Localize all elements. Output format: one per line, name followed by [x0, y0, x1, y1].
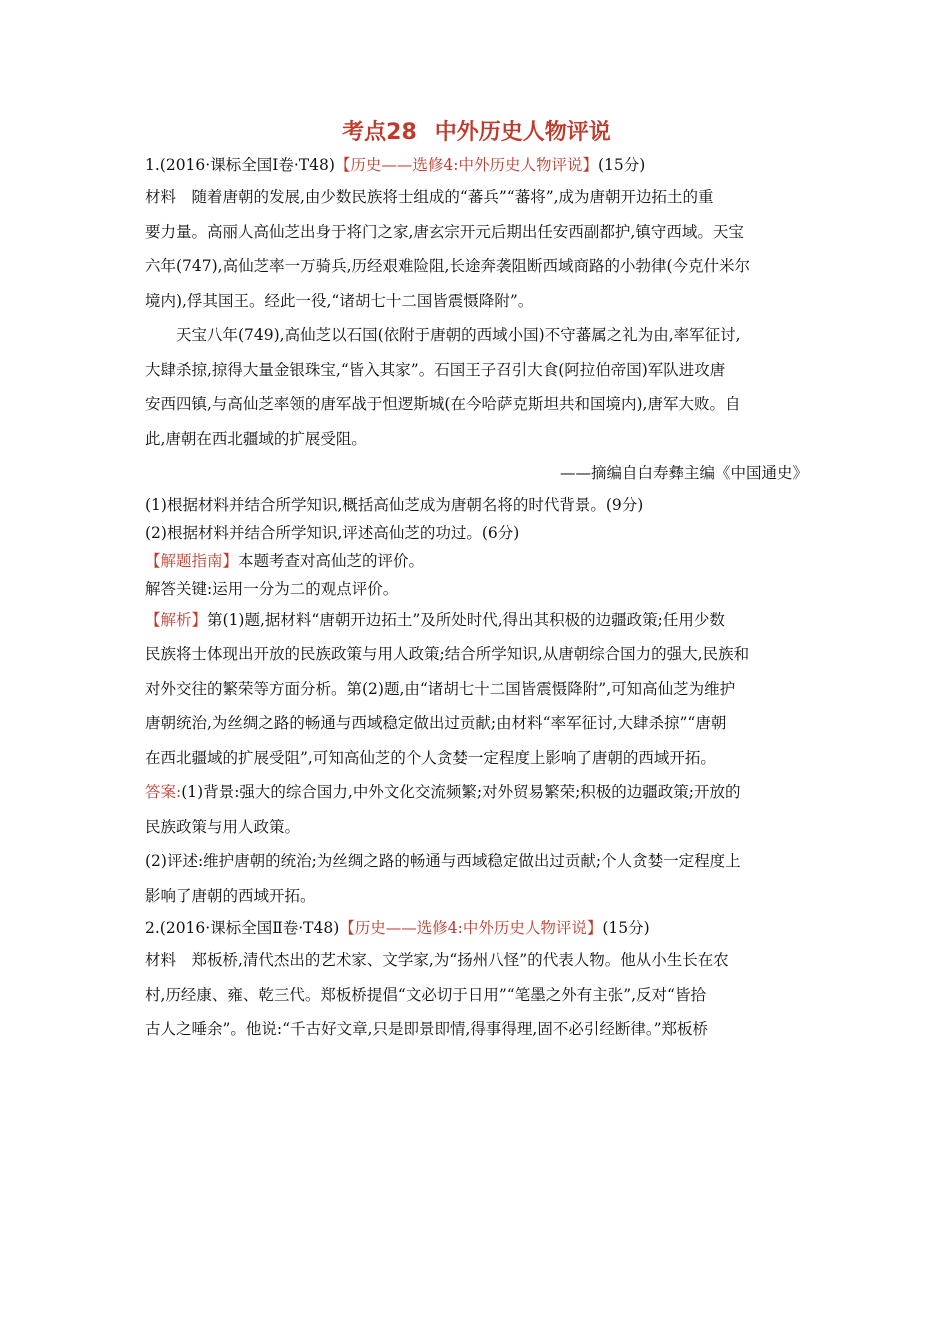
q1-header-score: (15分) — [597, 156, 646, 174]
analysis-first-line — [145, 603, 808, 638]
title-main: 中外历史人物评说 — [434, 120, 611, 145]
q1-header — [145, 150, 808, 180]
q1-header-tag: 【历史——选修4:中外历史人物评说】 — [334, 156, 598, 174]
q2-material-line: 材料 郑板桥,清代杰出的艺术家、文学家,为“扬州八怪”的代表人物。他从小生长在农 — [145, 951, 729, 969]
q1-material-line: 要力量。高丽人高仙芝出身于将门之家,唐玄宗开元后期出任安西副都护,镇守西域。天宝 — [145, 222, 744, 241]
q1-source: ——摘编自白寿彝主编《中国通史》 — [559, 464, 808, 482]
q1-material-2 — [145, 318, 808, 456]
q1-material2-line: 此,唐朝在西北疆域的扩展受阻。 — [145, 429, 367, 448]
answer-label: 答案: — [145, 783, 182, 801]
q1-material-line: 材料 随着唐朝的发展,由少数民族将士组成的“蕃兵”“蕃将”,成为唐朝开边拓土的重 — [145, 188, 714, 206]
q1-material2-line: 天宝八年(749),高仙芝以石国(依附于唐朝的西域小国)不守蕃属之礼为由,率军征讨, — [176, 326, 741, 344]
answer-line: 民族政策与用人政策。 — [145, 817, 301, 836]
q1-material2-line: 安西四镇,与高仙芝率领的唐军战于怛逻斯城(在今哈萨克斯坦共和国境内),唐军大败。自 — [145, 395, 741, 413]
q2-header-prefix: 2.(2016·课标全国Ⅱ卷·T48) — [145, 919, 340, 937]
guide-label: 【解题指南】 — [145, 551, 239, 570]
q2-material — [145, 943, 808, 1047]
q1-question-1: (1)根据材料并结合所学知识,概括高仙芝成为唐朝名将的时代背景。(9分) — [145, 495, 644, 514]
q2-header — [145, 913, 808, 943]
answer-line: (2)评述:维护唐朝的统治;为丝绸之路的畅通与西域稳定做出过贡献;个人贪婪一定程度上 — [145, 852, 741, 870]
analysis-line: 对外交往的繁荣等方面分析。第(2)题,由“诸胡七十二国皆震慑降附”,可知高仙芝为维护 — [145, 679, 736, 698]
q1-material2-line: 大肆杀掠,掠得大量金银珠宝,“皆入其家”。石国王子召引大食(阿拉伯帝国)军队进攻唐 — [145, 360, 726, 379]
q1-key: 解答关键:运用一分为二的观点评价。 — [145, 579, 399, 598]
document-page — [145, 118, 808, 1047]
q1-material-line: 六年(747),高仙芝率一万骑兵,历经艰难险阻,长途奔袭阻断西域商路的小勃律(今克什米尔 — [145, 257, 751, 275]
q2-header-score: (15分) — [602, 919, 650, 937]
q2-material-line: 村,历经康、雍、乾三代。郑板桥提倡“文必切于日用”“笔墨之外有主张”,反对“皆拾 — [145, 985, 706, 1004]
analysis-first-text: 第(1)题,据材料“唐朝开边拓土”及所处时代,得出其积极的边疆政策;任用少数 — [207, 610, 725, 629]
answer-first-text: (1)背景:强大的综合国力,中外文化交流频繁;对外贸易繁荣;积极的边疆政策;开放的 — [181, 783, 741, 801]
guide-text: 本题考查对高仙芝的评价。 — [238, 551, 425, 570]
title-prefix: 考点28 — [342, 120, 417, 145]
q1-analysis — [145, 603, 808, 776]
analysis-line: 民族将士体现出开放的民族政策与用人政策;结合所学知识,从唐朝综合国力的强大,民族和 — [145, 645, 750, 663]
analysis-label: 【解析】 — [145, 610, 208, 629]
q1-answer — [145, 775, 808, 913]
q2-header-tag: 【历史——选修4:中外历史人物评说】 — [339, 919, 603, 937]
q1-guide — [145, 547, 808, 575]
q1-question-2: (2)根据材料并结合所学知识,评述高仙芝的功过。(6分) — [145, 523, 520, 542]
q2-material-line: 古人之唾余”。他说:“千古好文章,只是即景即情,得事得理,固不必引经断律。”郑板桥 — [145, 1020, 709, 1038]
analysis-line: 在西北疆域的扩展受阻”,可知高仙芝的个人贪婪一定程度上影响了唐朝的西域开拓。 — [145, 748, 716, 767]
q1-material — [145, 180, 808, 318]
q1-material-line: 境内),俘其国王。经此一役,“诸胡七十二国皆震慑降附”。 — [145, 291, 534, 310]
answer-first-line — [145, 775, 808, 810]
answer-line: 影响了唐朝的西域开拓。 — [145, 886, 316, 905]
q1-header-prefix: 1.(2016·课标全国Ⅰ卷·T48) — [145, 156, 335, 174]
analysis-line: 唐朝统治,为丝绸之路的畅通与西域稳定做出过贡献;由材料“率军征讨,大肆杀掠”“唐朝 — [145, 714, 727, 732]
page-title — [145, 118, 808, 148]
